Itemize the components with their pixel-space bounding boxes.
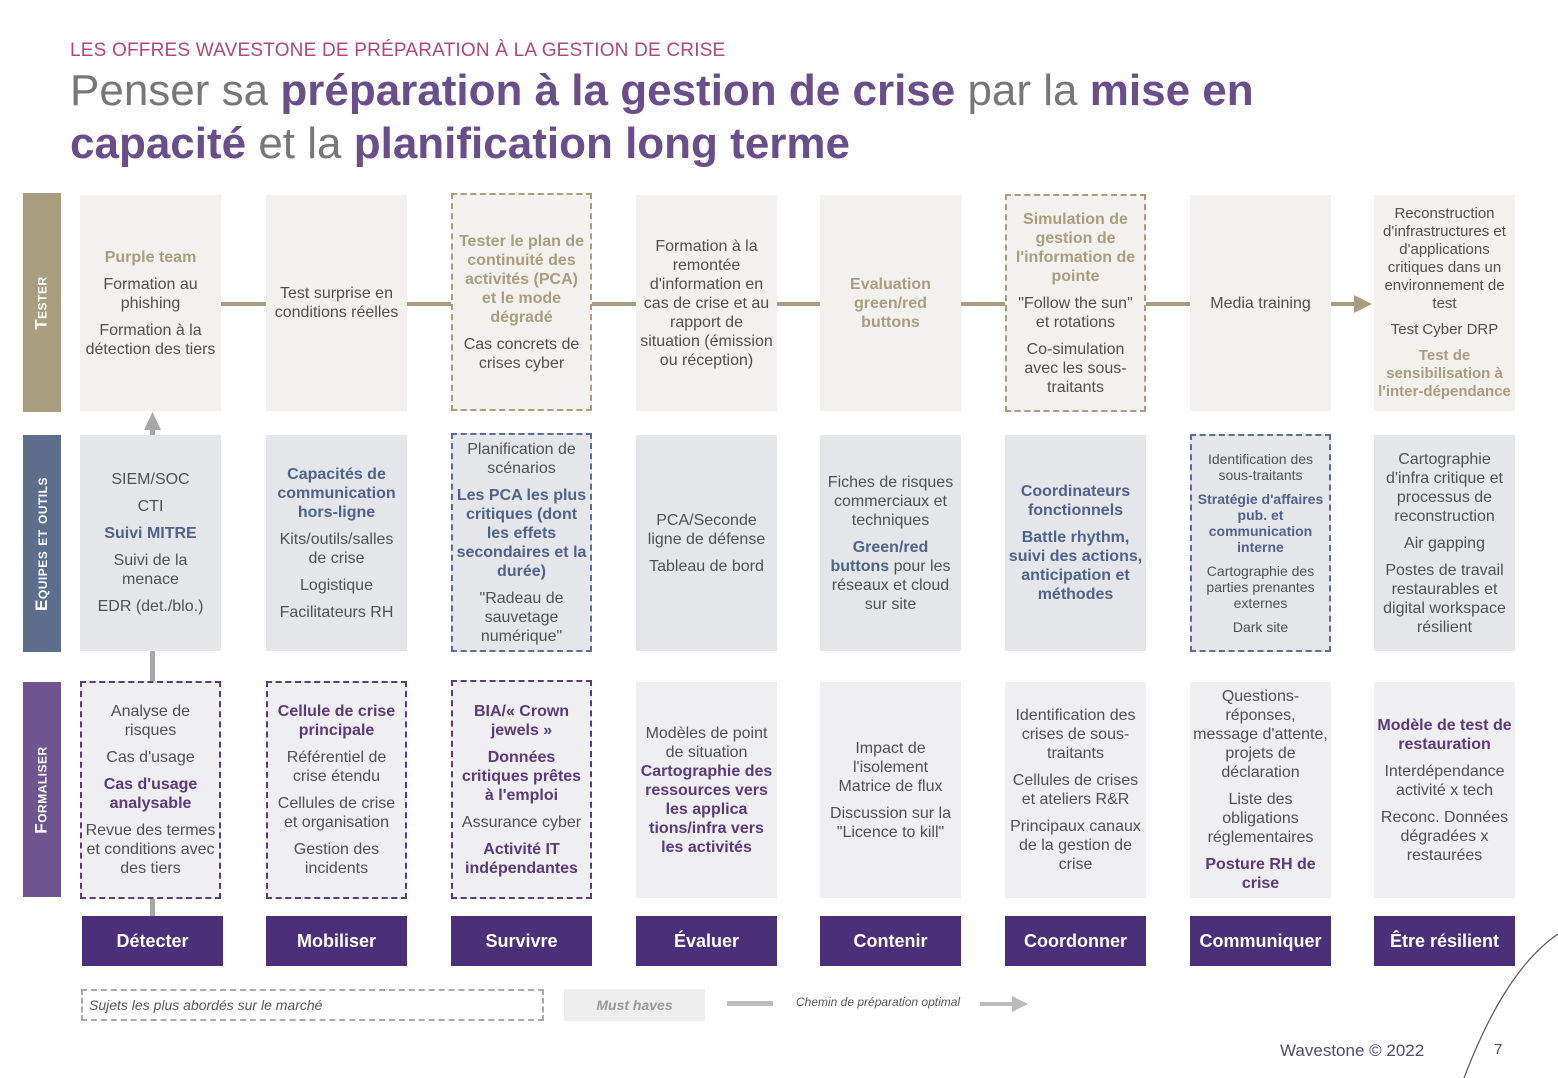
footer-brand: Wavestone © 2022 (1280, 1041, 1425, 1060)
page-number: 7 (1494, 1041, 1503, 1058)
equipes-box-communiquer: Identification des sous-traitants Stratégie d'affaires pub. et communication interne Cartographie des parties prenantes externes Dark site (1190, 434, 1331, 652)
step-etre-resilient: Être résilient (1374, 916, 1515, 966)
supertitle: LES OFFRES WAVESTONE DE PRÉPARATION À LA GESTION DE CRISE (70, 40, 726, 61)
step-survivre: Survivre (451, 916, 592, 966)
step-evaluer: Évaluer (636, 916, 777, 966)
step-contenir: Contenir (820, 916, 961, 966)
step-coordonner: Coordonner (1005, 916, 1146, 966)
step-communiquer: Communiquer (1190, 916, 1331, 966)
equipes-box-contenir: Fiches de risques commerciaux et techniques Green/red buttons pour les réseaux et cloud sur site (820, 435, 961, 651)
formaliser-box-etre-resilient: Modèle de test de restauration Interdépendance activité x tech Reconc. Données dégradées x restaurées (1374, 682, 1515, 898)
path-up-arrow (144, 412, 161, 432)
formaliser-box-survivre: BIA/« Crown jewels » Données critiques prêtes à l'emploi Assurance cyber Activité IT indépendantes (451, 680, 592, 899)
formaliser-box-mobiliser: Cellule de crise principale Référentiel de crise étendu Cellules de crise et organisation Gestion des incidents (266, 681, 407, 899)
step-detecter: Détecter (82, 916, 223, 966)
legend-dashed-label: Sujets les plus abordés sur le marché (89, 997, 323, 1013)
legend-path-label: Chemin de préparation optimal (796, 995, 961, 1009)
equipes-box-etre-resilient: Cartographie d'infra critique et processus de reconstruction Air gapping Postes de travail restaurables et digital workspace résilient (1374, 435, 1515, 651)
tester-box-survivre: Tester le plan de continuité des activités (PCA) et le mode dégradé Cas concrets de crises cyber (451, 193, 592, 411)
row-label-tester: Tester (23, 193, 61, 412)
tester-box-communiquer: Media training (1190, 195, 1331, 411)
formaliser-box-contenir: Impact de l'isolement Matrice de flux Discussion sur la "Licence to kill" (820, 682, 961, 898)
row-label-formaliser: Formaliser (23, 682, 61, 897)
step-mobiliser: Mobiliser (266, 916, 407, 966)
equipes-box-mobiliser: Capacités de communication hors-ligne Kits/outils/salles de crise Logistique Facilitateurs RH (266, 435, 407, 651)
path-right-arrow (1354, 295, 1372, 313)
legend-path-line (727, 1001, 773, 1006)
equipes-box-coordonner: Coordinateurs fonctionnels Battle rhythm, suivi des actions, anticipation et méthodes (1005, 435, 1146, 651)
tester-box-mobiliser: Test surprise en conditions réelles (266, 195, 407, 411)
tester-box-coordonner: Simulation de gestion de l'information de pointe "Follow the sun" et rotations Co-simulation avec les sous-traitants (1005, 194, 1146, 412)
tester-box-contenir: Evaluation green/red buttons (820, 195, 961, 411)
equipes-box-survivre: Planification de scénarios Les PCA les plus critiques (dont les effets secondaires et la durée) "Radeau de sauvetage numérique" (451, 433, 592, 652)
formaliser-box-coordonner: Identification des crises de sous-traitants Cellules de crises et ateliers R&R Principaux canaux de la gestion de crise (1005, 682, 1146, 898)
legend-must-haves: Must haves (564, 989, 705, 1021)
tester-box-etre-resilient: Reconstruction d'infrastructures et d'applications critiques dans un environnement de test Test Cyber DRP Test de sensibilisation à l'inter-dépendance (1374, 195, 1515, 411)
legend-arrow-icon (980, 995, 1030, 1013)
formaliser-box-evaluer: Modèles de point de situation Cartographie des ressources vers les applica tions/infra vers les activités (636, 682, 777, 898)
equipes-box-evaluer: PCA/Seconde ligne de défense Tableau de bord (636, 435, 777, 651)
row-label-equipes: Equipes et outils (23, 435, 61, 652)
legend-dashed-sample (81, 989, 544, 1021)
formaliser-box-detecter: Analyse de risques Cas d'usage Cas d'usage analysable Revue des termes et conditions avec des tiers (80, 681, 221, 899)
formaliser-box-communiquer: Questions-réponses, message d'attente, projets de déclaration Liste des obligations réglementaires Posture RH de crise (1190, 682, 1331, 898)
tester-box-detecter: Purple team Formation au phishing Formation à la détection des tiers (80, 195, 221, 411)
page-title: Penser sa préparation à la gestion de crise par la mise en capacité et la planification long terme (70, 66, 1254, 168)
equipes-box-detecter: SIEM/SOC CTI Suivi MITRE Suivi de la menace EDR (det./blo.) (80, 435, 221, 651)
tester-box-evaluer: Formation à la remontée d'information en cas de crise et au rapport de situation (émission ou réception) (636, 195, 777, 411)
